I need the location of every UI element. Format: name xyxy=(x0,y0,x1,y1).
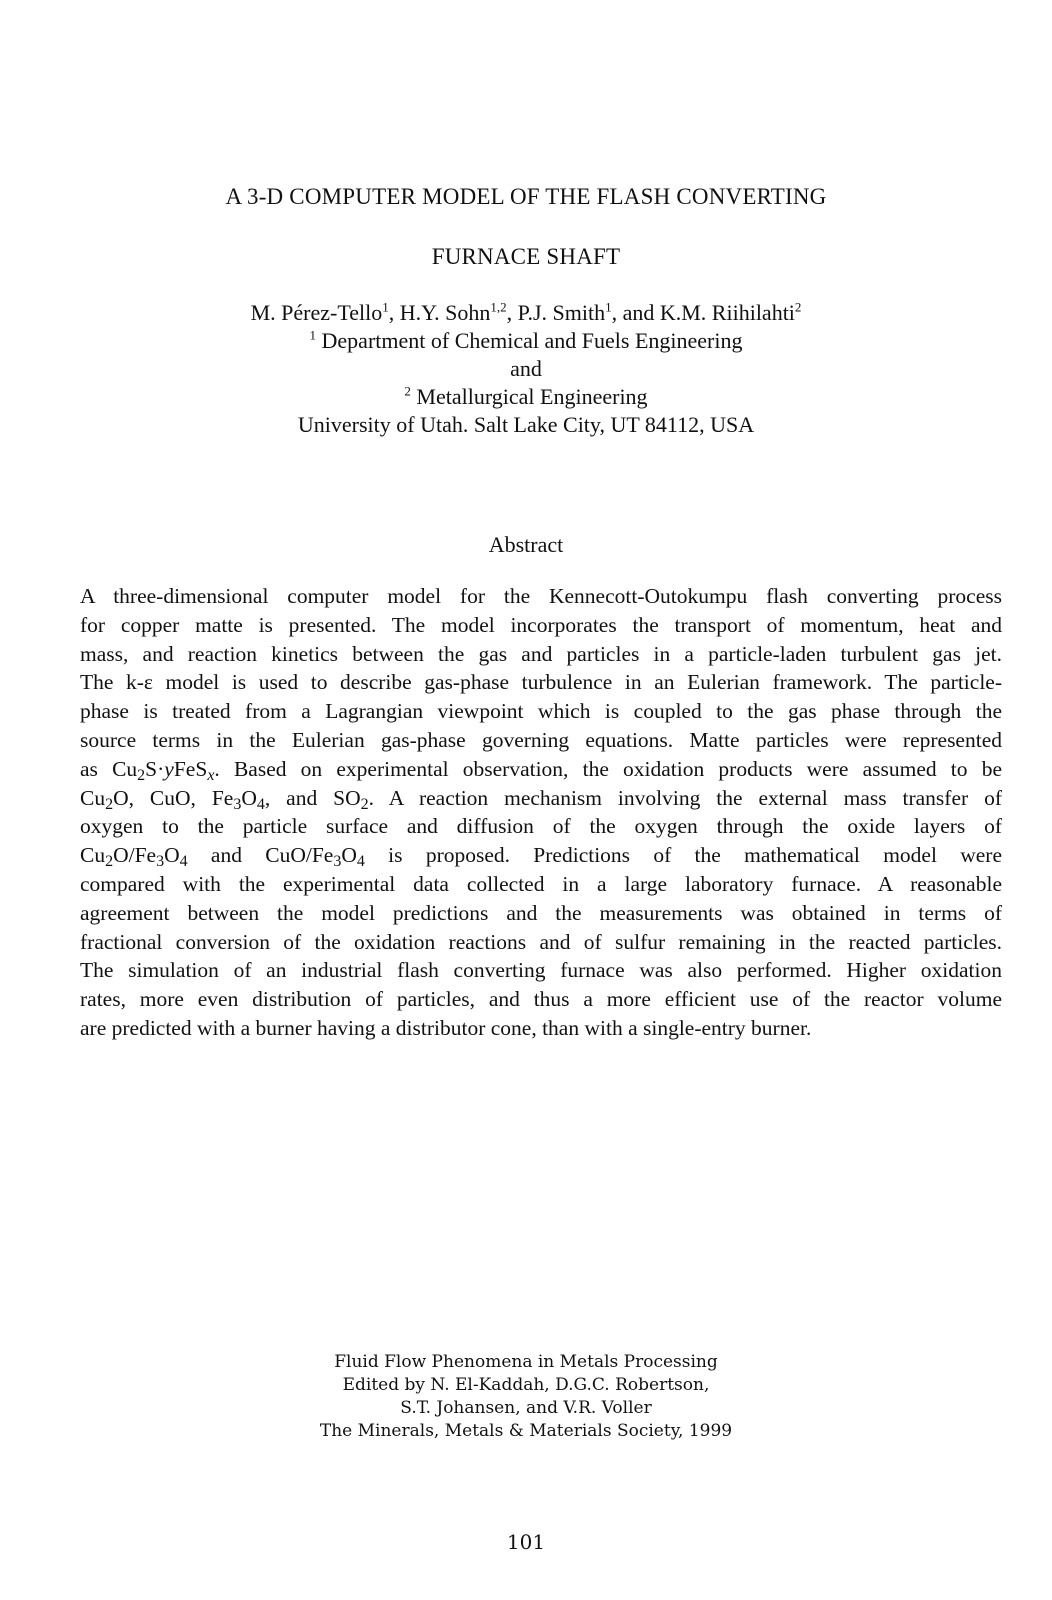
affiliation-2-text: Metallurgical Engineering xyxy=(410,384,648,409)
abstract-line: The k-ε model is used to describe gas-phase turbulence in an Eulerian framework. The particle- xyxy=(80,670,1002,695)
author-separator: , xyxy=(388,300,400,325)
author-separator: , and xyxy=(611,300,660,325)
abstract-heading: Abstract xyxy=(488,532,564,557)
university-address: University of Utah. Salt Lake City, UT 84112, USA xyxy=(297,412,755,437)
abstract-line: rates, more even distribution of particles, and thus a more efficient use of the reactor volume xyxy=(80,987,1002,1012)
author-name: H.Y. Sohn xyxy=(399,300,491,325)
abstract-line: fractional conversion of the oxidation reactions and of sulfur remaining in the reacted particles. xyxy=(80,929,1002,954)
author-name: K.M. Riihilahti xyxy=(659,300,795,325)
author-name: P.J. Smith xyxy=(517,300,606,325)
proceedings-citation xyxy=(0,1351,1052,1443)
abstract-line: phase is treated from a Lagrangian viewpoint which is coupled to the gas phase through the xyxy=(80,699,1002,724)
abstract-line: for copper matte is presented. The model incorporates the transport of momentum, heat and xyxy=(80,612,1002,637)
abstract-line: A three-dimensional computer model for the Kennecott-Outokumpu flash converting process xyxy=(80,584,1002,608)
citation-line: Fluid Flow Phenomena in Metals Processing xyxy=(334,1352,718,1372)
abstract-line: are predicted with a burner having a distributor cone, than with a single-entry burner. xyxy=(80,1015,812,1040)
author-list xyxy=(0,298,1052,328)
abstract-line: mass, and reaction kinetics between the gas and particles in a particle-laden turbulent gas jet. xyxy=(80,641,1002,666)
author-affiliation-marker: 1,2 xyxy=(490,299,507,315)
abstract-body xyxy=(80,582,1002,1043)
citation-line: S.T. Johansen, and V.R. Voller xyxy=(400,1398,652,1418)
author-separator: , xyxy=(506,300,518,325)
title-line-1: A 3-D COMPUTER MODEL OF THE FLASH CONVERTING xyxy=(225,184,827,209)
abstract-line: source terms in the Eulerian gas-phase governing equations. Matte particles were represented xyxy=(80,727,1002,752)
abstract-line: oxygen to the particle surface and diffusion of the oxygen through the oxide layers of xyxy=(80,814,1002,839)
author-affiliation-marker: 2 xyxy=(794,299,802,315)
abstract-line: as $Cu_2S\cdot yFeS_x$. Based on experimental observation, the oxidation products were assumed to be xyxy=(80,756,1002,784)
affiliation-conjunction: and xyxy=(510,356,542,381)
citation-line: Edited by N. El-Kaddah, D.G.C. Robertson, xyxy=(342,1375,710,1395)
affiliation-1-text: Department of Chemical and Fuels Engineering xyxy=(316,328,743,353)
affiliation-1 xyxy=(0,326,1052,356)
citation-line: The Minerals, Metals & Materials Society, 1999 xyxy=(319,1421,733,1441)
author-name: M. Pérez-Tello xyxy=(250,300,383,325)
affiliation-1-marker: 1 xyxy=(309,327,317,343)
affiliation-2 xyxy=(0,382,1052,412)
abstract-line: The simulation of an industrial flash converting furnace was also performed. Higher oxidation xyxy=(80,958,1002,983)
author-affiliation-marker: 1 xyxy=(382,299,389,315)
title-line-2: FURNACE SHAFT xyxy=(431,244,621,269)
abstract-line: compared with the experimental data collected in a large laboratory furnace. A reasonable xyxy=(80,871,1002,896)
abstract-line: $Cu_2O$, CuO, $Fe_3O_4$, and $SO_2$. A reaction mechanism involving the external mass transfer of xyxy=(80,785,1002,813)
abstract-line: agreement between the model predictions and the measurements was obtained in terms of xyxy=(80,900,1002,925)
page-number: 101 xyxy=(506,1530,546,1554)
author-affiliation-marker: 1 xyxy=(605,299,612,315)
affiliation-2-marker: 2 xyxy=(404,383,411,399)
abstract-line: $Cu_2O/Fe_3O_4$ and CuO/$Fe_3O_4$ is proposed. Predictions of the mathematical model were xyxy=(80,843,1003,871)
